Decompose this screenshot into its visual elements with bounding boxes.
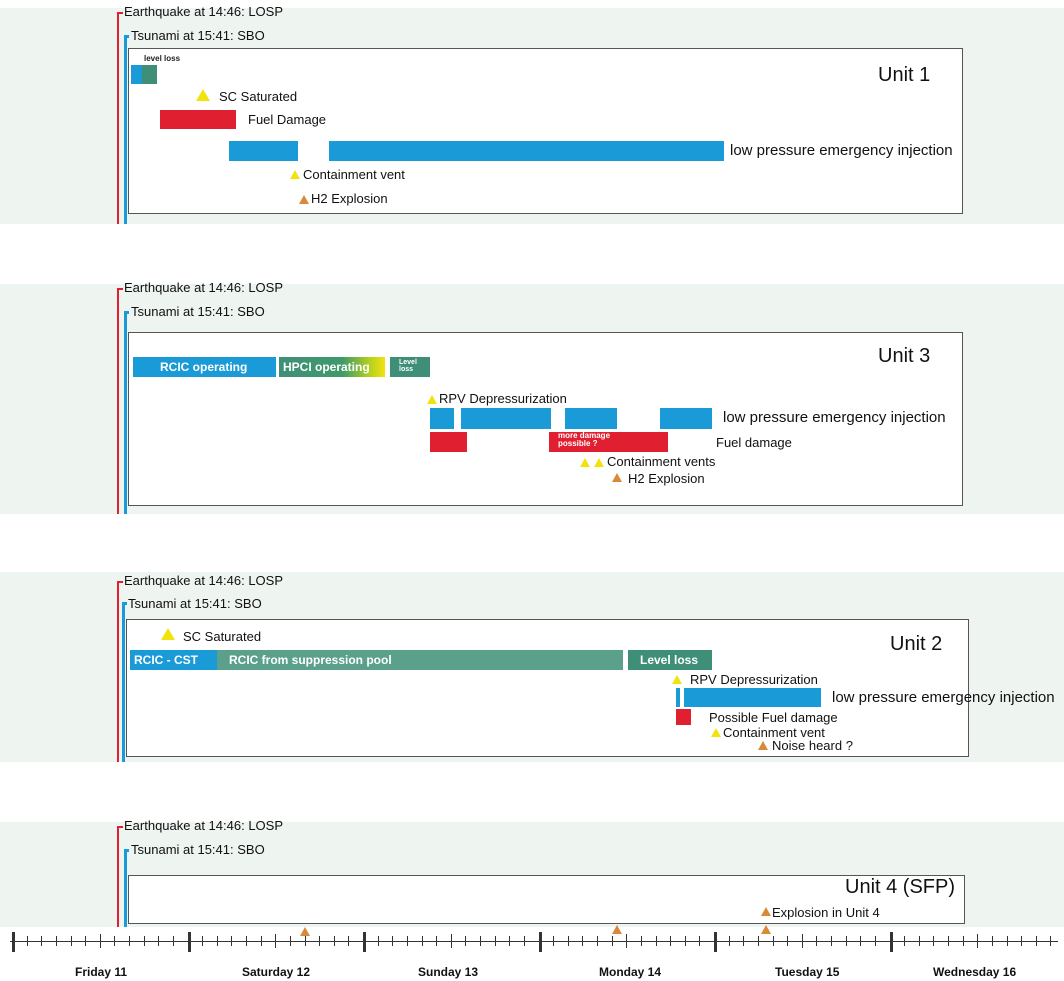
tsunami-label: Tsunami at 15:41: SBO (131, 842, 265, 857)
earthquake-line (117, 581, 119, 762)
unit4-explosion-label: Explosion in Unit 4 (772, 905, 880, 920)
unit3-h2-label: H2 Explosion (628, 471, 705, 486)
hour-tick (319, 936, 320, 946)
unit2-noise-label: Noise heard ? (772, 738, 853, 753)
hour-tick (100, 934, 101, 948)
unit3-rpv-label: RPV Depressurization (439, 391, 567, 406)
earthquake-label: Earthquake at 14:46: LOSP (124, 280, 283, 295)
unit1-level-bar-blue (131, 65, 142, 84)
unit4-panel (0, 818, 1064, 927)
axis-line (10, 941, 1058, 942)
earthquake-tick (117, 581, 123, 583)
hour-tick (626, 934, 627, 948)
unit2-rcic-pool-label: RCIC from suppression pool (229, 653, 392, 667)
hour-tick (641, 936, 642, 946)
hour-tick (919, 936, 920, 946)
hour-tick (816, 936, 817, 946)
unit2-fuel-bar (676, 709, 691, 725)
unit2-sc-saturated-icon (161, 628, 175, 640)
unit3-injection-bar-4 (660, 408, 712, 429)
hour-tick (670, 936, 671, 946)
hour-tick (729, 936, 730, 946)
axis-event-marker-2 (612, 925, 622, 934)
day-tick (363, 932, 366, 952)
day-label-friday: Friday 11 (75, 965, 128, 979)
axis-event-marker-3 (761, 925, 771, 934)
unit1-sc-saturated-label: SC Saturated (219, 89, 298, 104)
hour-tick (114, 936, 115, 946)
unit1-h2-icon (299, 195, 309, 204)
earthquake-line (117, 288, 119, 514)
unit4-title: Unit 4 (SFP) (845, 876, 956, 898)
unit1-h2-label: H2 Explosion (311, 191, 388, 206)
unit2-rcic-cst-label: RCIC - CST (134, 653, 198, 667)
hour-tick (699, 936, 700, 946)
unit2-rpv-icon (672, 675, 682, 684)
unit3-h2-icon (612, 473, 622, 482)
unit2-vent-label: Containment vent (723, 725, 825, 740)
hour-tick (144, 936, 145, 946)
day-tick (12, 932, 15, 952)
unit3-panel (0, 280, 1064, 514)
hour-tick (173, 936, 174, 946)
hour-tick (582, 936, 583, 946)
unit1-fuel-damage-bar (160, 110, 236, 129)
hour-tick (948, 936, 949, 946)
unit2-fuel-damage-label: Possible Fuel damage (709, 710, 838, 725)
hour-tick (992, 936, 993, 946)
hour-tick (261, 936, 262, 946)
unit1-vent-label: Containment vent (303, 167, 405, 182)
earthquake-tick (117, 826, 123, 828)
day-label-tuesday: Tuesday 15 (775, 965, 840, 979)
earthquake-tick (117, 12, 123, 14)
unit1-level-loss-bar (142, 65, 157, 84)
hour-tick (963, 936, 964, 946)
tsunami-tick (122, 602, 127, 605)
hour-tick (802, 934, 803, 948)
hour-tick (305, 936, 306, 946)
unit3-rcic-label: RCIC operating (160, 360, 248, 374)
unit1-level-loss-label: level loss (144, 54, 181, 63)
hour-tick (846, 936, 847, 946)
unit4-explosion-icon (761, 907, 771, 916)
hour-tick (831, 936, 832, 946)
tsunami-label: Tsunami at 15:41: SBO (131, 304, 265, 319)
day-label-sunday: Sunday 13 (418, 965, 479, 979)
axis-event-marker-1 (300, 927, 310, 936)
unit1-title: Unit 1 (878, 64, 931, 86)
hour-tick (597, 936, 598, 946)
unit2-level-loss-label: Level loss (640, 653, 699, 667)
tsunami-tick (124, 311, 129, 314)
unit3-vent-icon-2 (594, 458, 604, 467)
earthquake-label: Earthquake at 14:46: LOSP (124, 573, 283, 588)
hour-tick (1050, 936, 1051, 946)
hour-tick (158, 936, 159, 946)
hour-tick (568, 936, 569, 946)
hour-tick (56, 936, 57, 946)
day-tick (890, 932, 893, 952)
unit2-vent-icon (711, 728, 721, 737)
hour-tick (392, 936, 393, 946)
hour-tick (977, 934, 978, 948)
unit3-hpci-label: HPCI operating (283, 360, 370, 374)
hour-tick (378, 936, 379, 946)
unit2-noise-icon (758, 741, 768, 750)
unit3-injection-bar-2 (461, 408, 551, 429)
unit3-injection-bar-3 (565, 408, 617, 429)
hour-tick (334, 936, 335, 946)
hour-tick (875, 936, 876, 946)
unit1-vent-icon (290, 170, 300, 179)
day-tick (714, 932, 717, 952)
unit3-level-loss-label: Level loss (399, 359, 417, 373)
hour-tick (217, 936, 218, 946)
hour-tick (41, 936, 42, 946)
unit2-injection-bar-1 (676, 688, 680, 707)
hour-tick (85, 936, 86, 946)
hour-tick (1007, 936, 1008, 946)
unit2-sc-saturated-label: SC Saturated (183, 629, 262, 644)
hour-tick (71, 936, 72, 946)
earthquake-line (117, 826, 119, 927)
unit1-injection-label: low pressure emergency injection (730, 142, 953, 159)
hour-tick (27, 936, 28, 946)
earthquake-tick (117, 288, 123, 290)
hour-tick (904, 936, 905, 946)
hour-tick (787, 936, 788, 946)
unit1-fuel-damage-label: Fuel Damage (248, 112, 327, 127)
tsunami-line (124, 312, 127, 514)
hour-tick (480, 936, 481, 946)
hour-tick (656, 936, 657, 946)
unit1-box (128, 48, 963, 214)
unit1-sc-saturated-icon (196, 89, 210, 101)
hour-tick (275, 934, 276, 948)
hour-tick (495, 936, 496, 946)
hour-tick (860, 936, 861, 946)
unit3-more-damage-label: more damage possible ? (558, 431, 611, 448)
unit1-injection-bar-1 (229, 141, 298, 161)
hour-tick (231, 936, 232, 946)
hour-tick (290, 936, 291, 946)
earthquake-line (117, 12, 119, 224)
hour-tick (246, 936, 247, 946)
hour-tick (422, 936, 423, 946)
unit3-vents-label: Containment vents (607, 454, 716, 469)
hour-tick (451, 934, 452, 948)
unit2-injection-bar-2 (684, 688, 821, 707)
hour-tick (553, 936, 554, 946)
unit3-title: Unit 3 (878, 345, 931, 367)
day-tick (539, 932, 542, 952)
hour-tick (436, 936, 437, 946)
hour-tick (1036, 936, 1037, 946)
hour-tick (509, 936, 510, 946)
unit3-fuel-bar-1 (430, 432, 467, 452)
hour-tick (773, 936, 774, 946)
hour-tick (743, 936, 744, 946)
hour-tick (129, 936, 130, 946)
hour-tick (1021, 936, 1022, 946)
tsunami-label: Tsunami at 15:41: SBO (131, 28, 265, 43)
tsunami-line (124, 36, 127, 224)
tsunami-tick (124, 35, 129, 38)
unit2-panel (0, 572, 1064, 762)
day-tick (188, 932, 191, 952)
unit3-vent-icon-1 (580, 458, 590, 467)
unit1-panel (0, 4, 1064, 224)
unit3-fuel-damage-label: Fuel damage (716, 435, 792, 450)
earthquake-label: Earthquake at 14:46: LOSP (124, 4, 283, 19)
earthquake-label: Earthquake at 14:46: LOSP (124, 818, 283, 833)
tsunami-tick (124, 849, 129, 852)
unit2-injection-label: low pressure emergency injection (832, 689, 1055, 706)
hour-tick (612, 936, 613, 946)
unit2-rpv-label: RPV Depressurization (690, 672, 818, 687)
unit2-title: Unit 2 (890, 633, 943, 655)
unit3-injection-label: low pressure emergency injection (723, 409, 946, 426)
day-label-wednesday: Wednesday 16 (933, 965, 1017, 979)
hour-tick (202, 936, 203, 946)
hour-tick (407, 936, 408, 946)
tsunami-line (122, 603, 125, 762)
unit3-injection-bar-1 (430, 408, 454, 429)
day-label-monday: Monday 14 (599, 965, 662, 979)
tsunami-label: Tsunami at 15:41: SBO (128, 596, 262, 611)
hour-tick (524, 936, 525, 946)
hour-tick (685, 936, 686, 946)
day-label-saturday: Saturday 12 (242, 965, 311, 979)
tsunami-line (124, 850, 127, 927)
hour-tick (933, 936, 934, 946)
hour-tick (758, 936, 759, 946)
unit1-injection-bar-2 (329, 141, 724, 161)
unit3-rpv-icon (427, 395, 437, 404)
hour-tick (348, 936, 349, 946)
hour-tick (465, 936, 466, 946)
